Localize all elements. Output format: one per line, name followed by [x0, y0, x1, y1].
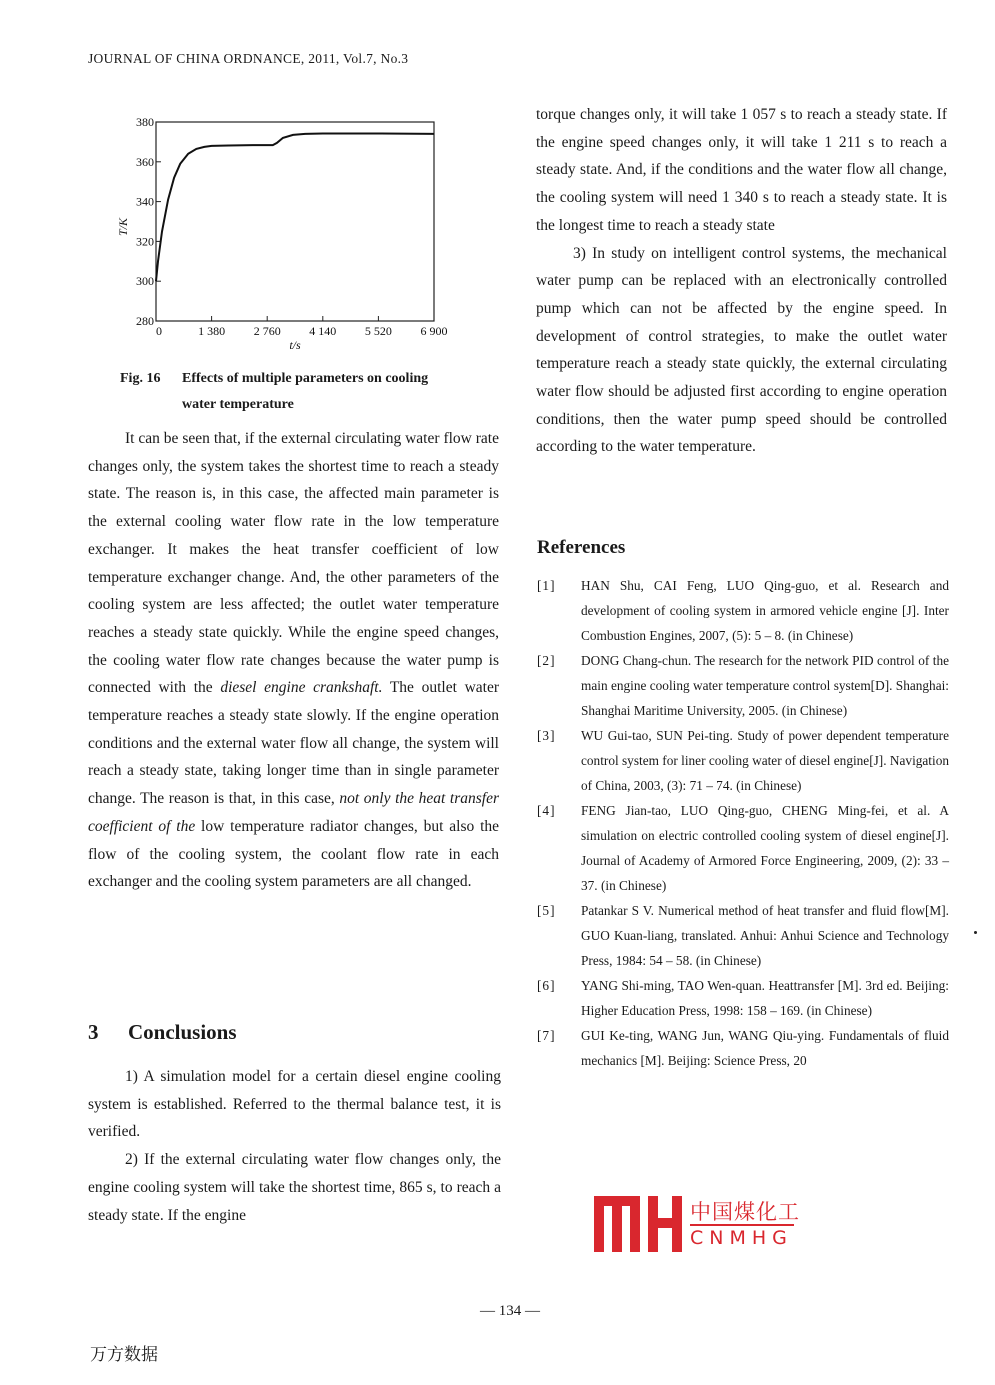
reference-text: FENG Jian-tao, LUO Qing-guo, CHENG Ming-fei, et al. A simulation on electric controlled cooling system of diesel engine[J]. Journal of Academy of Armored Force Engineering, 2009, (2): 33 – 37. (in Chinese): [581, 803, 949, 893]
discussion-paragraph: [88, 425, 499, 896]
x-tick-label: 1 380: [198, 324, 226, 338]
conclusions-body: [88, 1063, 501, 1229]
reference-text: DONG Chang-chun. The research for the network PID control of the main engine cooling water temperature control system[D]. Shanghai: Shanghai Maritime University, 2005. (in Chinese): [581, 653, 949, 718]
conclusion-item-1: 1) A simulation model for a certain diesel engine cooling system is established. Referred to the thermal balance test, it is verified.: [88, 1068, 501, 1141]
y-axis: [136, 115, 161, 328]
reference-item: [537, 648, 949, 723]
reference-number: [7]: [537, 1028, 556, 1043]
italic-text-segment: not only the heat transfer coefficient of the: [88, 790, 499, 835]
y-tick-label: 300: [136, 274, 154, 289]
y-tick-label: 280: [136, 314, 154, 328]
y-tick-label: 340: [136, 194, 154, 209]
conclusion-item-2: 2) If the external circulating water flow changes only, the engine cooling system will take the shortest time, 865 s, to reach a steady state. If the engine: [88, 1151, 501, 1224]
section-heading: [88, 1020, 237, 1045]
x-axis: [156, 316, 448, 338]
left-column-body: [88, 425, 499, 896]
reference-text: WU Gui-tao, SUN Pei-ting. Study of power dependent temperature control system for liner cooling water of diesel engine[J]. Navigation of China, 2003, (3): 71 – 74. (in Chinese): [581, 728, 949, 793]
y-axis-label: T/K: [116, 217, 130, 237]
conclusion-continuation: torque changes only, it will take 1 057 s to reach a steady state. If the engine speed changes only, it will take 1 211 s to reach a steady state. And, if the conditions and the water flow all change, the cooling system will need 1 340 s to reach a steady state. It is the longest time to reach a steady state: [536, 106, 947, 234]
references-heading: References: [537, 537, 626, 558]
reference-text: GUI Ke-ting, WANG Jun, WANG Qiu-ying. Fundamentals of fluid mechanics [M]. Beijing: Science Press, 20: [581, 1028, 949, 1068]
reference-number: [5]: [537, 903, 556, 918]
text-segment: The outlet water temperature reaches a steady state slowly. If the engine operation conditions and the external water flow all change, the system will reach a steady state, taking longer time than in single parameter change. The reason is that, in this case,: [88, 679, 499, 808]
reference-text: Patankar S V. Numerical method of heat transfer and fluid flow[M]. GUO Kuan-liang, translated. Anhui: Anhui Science and Technology Press, 1984: 54 – 58. (in Chinese): [581, 903, 949, 968]
figure-caption: [120, 366, 480, 418]
italic-text-segment: diesel engine crankshaft.: [220, 679, 383, 697]
reference-text: YANG Shi-ming, TAO Wen-quan. Heattransfer [M]. 3rd ed. Beijing: Higher Education Press, 1998: 158 – 169. (in Chinese): [581, 978, 949, 1018]
running-head: JOURNAL OF CHINA ORDNANCE, 2011, Vol.7, No.3: [88, 51, 409, 66]
right-column-body: [536, 101, 947, 461]
section-title: Conclusions: [128, 1020, 237, 1044]
y-tick-label: 380: [136, 115, 154, 129]
page-number: — 134 —: [480, 1303, 540, 1319]
text-segment: It can be seen that, if the external circulating water flow rate changes only, the system takes the shortest time to reach a steady state. The reason is, in this case, the affected main parameter is the external cooling water flow rate in the low temperature exchanger. It makes the heat transfer coefficient of low temperature exchanger change. And, the other parameters of the cooling system are less affected; the outlet water temperature reaches a steady state quickly. While the engine speed changes, the cooling water flow rate changes because the water pump is connected with the: [88, 430, 499, 697]
watermark-english-text: CNMHG: [690, 1227, 793, 1249]
x-tick-label: 2 760: [253, 324, 281, 338]
reference-item: [537, 798, 949, 898]
caption-line-1: Effects of multiple parameters on cooling: [182, 371, 429, 386]
reference-number: [3]: [537, 728, 556, 743]
y-tick-label: 360: [136, 154, 154, 169]
series-line-outlet-temperature: [156, 134, 434, 282]
reference-item: [537, 723, 949, 798]
watermark-chinese-text: 中国煤化工: [690, 1200, 800, 1224]
footer-source-label: 万方数据: [90, 1345, 158, 1365]
x-tick-label: 5 520: [364, 324, 392, 338]
caption-line-2: water temperature: [182, 397, 294, 412]
reference-item: [537, 973, 949, 1023]
reference-item: [537, 573, 949, 648]
reference-number: [6]: [537, 978, 556, 993]
y-tick-label: 320: [136, 234, 154, 249]
section-number: 3: [88, 1020, 99, 1044]
reference-item: [537, 1023, 949, 1073]
margin-speck: [974, 931, 977, 934]
reference-number: [4]: [537, 803, 556, 818]
text-segment: low temperature radiator changes, but also the flow of the cooling system, the coolant flow rate in each exchanger and the cooling system parameters are all changed.: [88, 817, 500, 891]
cnmhg-logo-icon: [594, 1196, 684, 1252]
x-tick-label: 6 900: [420, 324, 448, 338]
plot-frame: [156, 122, 434, 321]
references-list: [537, 573, 949, 1073]
line-chart: [100, 105, 470, 355]
x-tick-label: 0: [156, 324, 162, 338]
reference-number: [2]: [537, 653, 556, 668]
conclusion-item-3: 3) In study on intelligent control systems, the mechanical water pump can be replaced with an electronically controlled pump which can not be affected by the engine speed. In development of control strategies, to make the outlet water temperature reach a steady state quickly, the external circulating water flow should be adjusted first according to engine operation conditions, then the water pump speed should be controlled according to the water temperature.: [536, 244, 947, 456]
reference-number: [1]: [537, 578, 556, 593]
x-tick-label: 4 140: [309, 324, 337, 338]
figure-16-chart: [100, 105, 470, 355]
figure-label: Fig. 16: [120, 371, 161, 386]
reference-item: [537, 898, 949, 973]
x-axis-label: t/s: [289, 338, 301, 352]
watermark-logo: [594, 1196, 804, 1252]
reference-text: HAN Shu, CAI Feng, LUO Qing-guo, et al. Research and development of cooling system in armored vehicle engine [J]. Inter Combustion Engines, 2007, (5): 5 – 8. (in Chinese): [581, 578, 949, 643]
watermark-divider: [690, 1224, 794, 1226]
